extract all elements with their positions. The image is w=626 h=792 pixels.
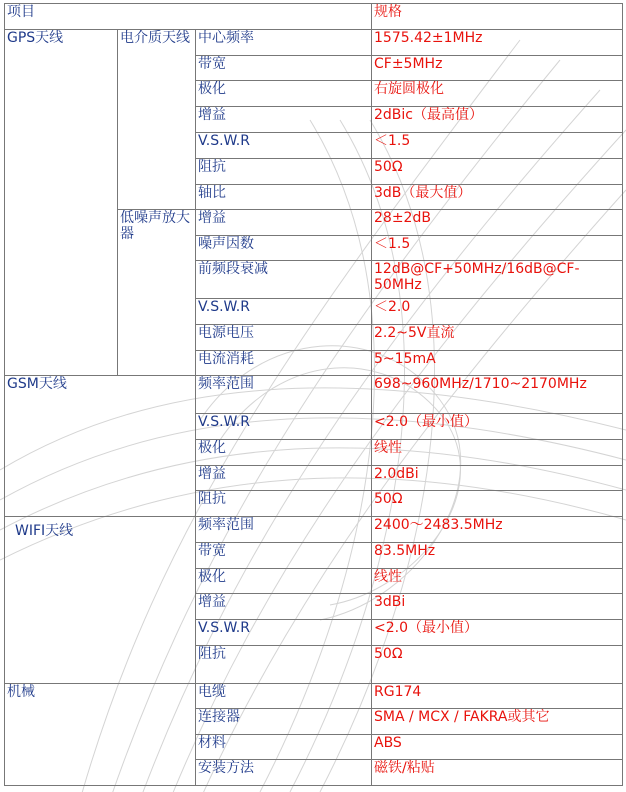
param-name: 电缆	[196, 684, 372, 709]
param-value: 磁铁/粘贴	[372, 760, 623, 786]
param-name: 安装方法	[196, 760, 372, 786]
param-name: 极化	[196, 81, 372, 107]
header-spec: 规格	[372, 4, 623, 30]
param-name: 带宽	[196, 543, 372, 569]
param-name: 增益	[196, 210, 372, 236]
param-name: 频率范围	[196, 517, 372, 543]
param-name: 连接器	[196, 709, 372, 735]
spec-table	[4, 3, 623, 786]
header-row	[5, 4, 623, 30]
subcategory-dielectric: 电介质天线	[118, 30, 196, 210]
table-row	[5, 376, 623, 414]
param-value: 698~960MHz/1710~2170MHz	[372, 376, 623, 414]
param-value: ABS	[372, 735, 623, 760]
param-value: 2400～2483.5MHz	[372, 517, 623, 543]
param-value: RG174	[372, 684, 623, 709]
param-value: ＜1.5	[372, 133, 623, 159]
param-name: 电流消耗	[196, 351, 372, 376]
param-value: 28±2dB	[372, 210, 623, 236]
param-name: 带宽	[196, 56, 372, 81]
param-name: V.S.W.R	[196, 414, 372, 440]
param-value: 50Ω	[372, 646, 623, 684]
param-value: ＜2.0	[372, 299, 623, 325]
param-name: 噪声因数	[196, 236, 372, 261]
param-value: 50Ω	[372, 491, 623, 517]
param-name: 轴比	[196, 185, 372, 210]
param-value: 2.2~5V直流	[372, 325, 623, 351]
subcategory-lna: 低噪声放大器	[118, 210, 196, 376]
wifi-label: WIFI天线	[15, 523, 74, 539]
category-wifi	[5, 517, 196, 684]
table-row	[5, 517, 623, 543]
param-name: 电源电压	[196, 325, 372, 351]
param-name: 增益	[196, 466, 372, 491]
param-value: 83.5MHz	[372, 543, 623, 569]
param-value: 1575.42±1MHz	[372, 30, 623, 56]
param-value: 右旋圆极化	[372, 81, 623, 107]
category-gsm: GSM天线	[5, 376, 196, 517]
param-value: SMA / MCX / FAKRA或其它	[372, 709, 623, 735]
param-value: 3dBi	[372, 594, 623, 620]
category-mechanical: 机械	[5, 684, 196, 786]
param-name: 阻抗	[196, 491, 372, 517]
param-value: 12dB@CF+50MHz/16dB@CF-50MHz	[372, 261, 623, 299]
param-name: 极化	[196, 440, 372, 466]
param-name: 频率范围	[196, 376, 372, 414]
param-name: V.S.W.R	[196, 133, 372, 159]
param-name: V.S.W.R	[196, 620, 372, 646]
param-name: 中心频率	[196, 30, 372, 56]
param-value: 线性	[372, 569, 623, 594]
param-name: 阻抗	[196, 646, 372, 684]
param-name: 材料	[196, 735, 372, 760]
param-value: 线性	[372, 440, 623, 466]
category-gps: GPS天线	[5, 30, 118, 376]
param-name: 极化	[196, 569, 372, 594]
param-value: ＜1.5	[372, 236, 623, 261]
param-name: V.S.W.R	[196, 299, 372, 325]
param-name: 增益	[196, 594, 372, 620]
param-value: CF±5MHz	[372, 56, 623, 81]
param-name: 阻抗	[196, 159, 372, 185]
param-value: 2.0dBi	[372, 466, 623, 491]
param-value: 50Ω	[372, 159, 623, 185]
param-value: 3dB（最大值）	[372, 185, 623, 210]
param-value: <2.0（最小值）	[372, 414, 623, 440]
table-row	[5, 30, 623, 56]
table-row	[5, 684, 623, 709]
param-value: 5~15mA	[372, 351, 623, 376]
param-name: 前频段衰减	[196, 261, 372, 299]
param-name: 增益	[196, 107, 372, 133]
header-item: 项目	[5, 4, 372, 30]
param-value: 2dBic（最高值）	[372, 107, 623, 133]
param-value: <2.0（最小值）	[372, 620, 623, 646]
